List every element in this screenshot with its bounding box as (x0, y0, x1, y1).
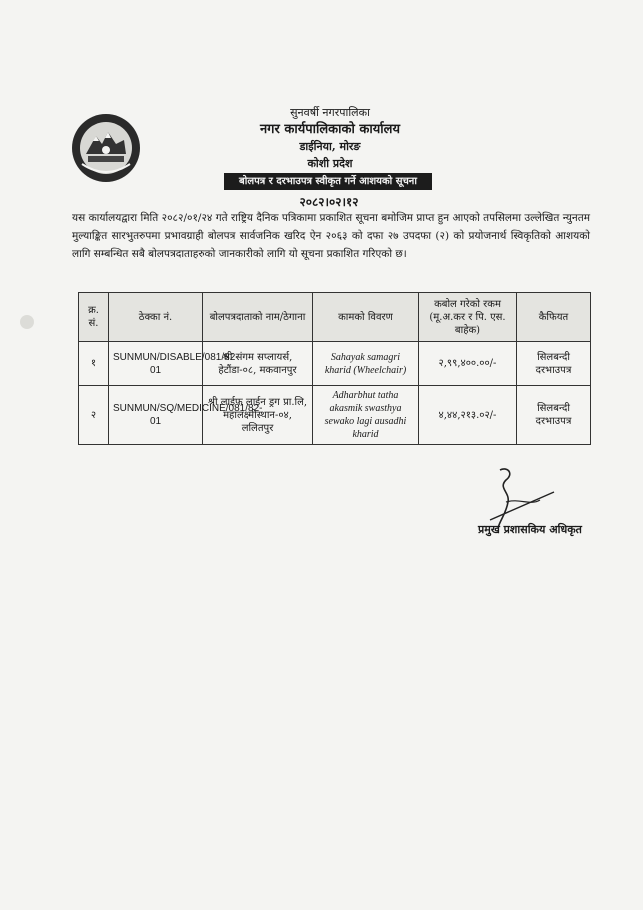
header-remarks: कैफियत (517, 293, 591, 342)
cell-remarks: सिलबन्दी दरभाउपत्र (517, 386, 591, 445)
cell-description: Adharbhut tatha akasmik swasthya sewako lagi ausadhi kharid (313, 386, 419, 445)
cell-serial: १ (79, 342, 109, 386)
table-row (79, 386, 591, 445)
header-serial: क्र. सं. (79, 293, 109, 342)
header-amount: कबोल गरेको रकम (मू.अ.कर र पि. एस. बाहेक) (419, 293, 517, 342)
cell-description: Sahayak samagri kharid (Wheelchair) (313, 342, 419, 386)
cell-bidder: श्री संगम सप्लायर्स, हेटौंडा-०८, मकवानपुर (203, 342, 313, 386)
header-bidder: बोलपत्रदाताको नाम/ठेगाना (203, 293, 313, 342)
cell-remarks: सिलबन्दी दरभाउपत्र (517, 342, 591, 386)
notice-paragraph: यस कार्यालयद्वारा मिति २०८२/०१/२४ गते राष्ट्रिय दैनिक पत्रिकामा प्रकाशित सूचना बमोजिम प्राप्त हुन आएको तपसिलमा उल्लेखित न्युनतम मुल्याङ्कित सारभुतरुपमा प्रभावग्राही बोलपत्र सार्वजनिक खरिद ऐन २०६३ को दफा २७ उपदफा (२) को प्रयोजनार्थ स्विकृतिको आशयको लागि सम्बन्धित सबै बोलपत्रदाताहरुको जानकारीको लागि यो सूचना प्रकाशित गरिएको छ। (72, 212, 590, 260)
office-header (180, 104, 480, 172)
notice-title-banner: बोलपत्र र दरभाउपत्र स्वीकृत गर्ने आशयको सूचना (224, 173, 432, 190)
nepal-emblem-icon (68, 110, 144, 186)
cell-bidder: श्री लाईफ लाईन ड्रग प्रा.लि, महालक्ष्मीस्थान-०४, ललितपुर (203, 386, 313, 445)
header-description: कामको विवरण (313, 293, 419, 342)
province-name: कोशी प्रदेश (307, 157, 353, 170)
office-address: डाईनिया, मोरङ (299, 140, 361, 153)
bid-acceptance-table (78, 292, 591, 445)
cell-amount: २,९९,४००.००/- (419, 342, 517, 386)
table-header-row (79, 293, 591, 342)
cell-contract-no: SUNMUN/SQ/MEDICINE/081/82-01 (109, 386, 203, 445)
table-row (79, 342, 591, 386)
signatory-title: प्रमुख प्रशासकिय अधिकृत (478, 523, 582, 536)
office-name: नगर कार्यपालिकाको कार्यालय (259, 122, 401, 137)
punch-hole-mark (20, 315, 34, 329)
cell-amount: ४,४४,२१३.०२/- (419, 386, 517, 445)
notice-date: २०८२।०२।१२ (299, 195, 359, 209)
cell-serial: २ (79, 386, 109, 445)
header-contract-no: ठेक्का नं. (109, 293, 203, 342)
municipality-name: सुनवर्षी नगरपालिका (290, 106, 370, 119)
cell-contract-no: SUNMUN/DISABLE/081/82-01 (109, 342, 203, 386)
